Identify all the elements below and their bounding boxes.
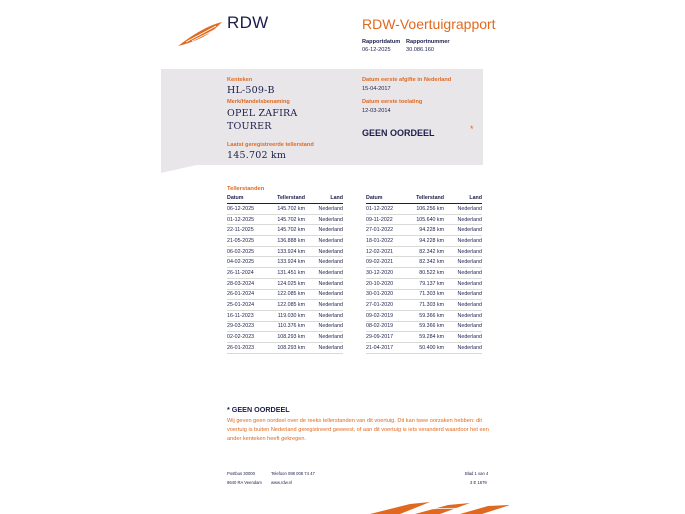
cell-date: 09-02-2019 xyxy=(366,310,414,321)
cell-odometer: 145.702 km xyxy=(275,204,305,215)
table-row xyxy=(366,289,482,300)
cell-country: Nederland xyxy=(444,257,482,268)
cell-country: Nederland xyxy=(444,246,482,257)
table-row xyxy=(227,321,343,332)
plate-label: Kenteken xyxy=(227,77,253,83)
first-admission-label: Datum eerste toelating xyxy=(362,99,423,105)
verdict-star: * xyxy=(470,124,474,134)
cell-odometer: 122.085 km xyxy=(275,300,305,311)
cell-odometer: 106.256 km xyxy=(414,204,444,215)
cell-odometer: 59.366 km xyxy=(414,321,444,332)
column-header-odometer: Tellerstand xyxy=(275,194,305,204)
column-header-odometer: Tellerstand xyxy=(414,194,444,204)
cell-odometer: 133.924 km xyxy=(275,257,305,268)
table-row xyxy=(366,236,482,247)
report-number: 30.086.160 xyxy=(406,47,434,53)
cell-date: 01-12-2025 xyxy=(227,214,275,225)
table-row xyxy=(227,246,343,257)
readings-table-left xyxy=(227,194,343,354)
cell-date: 06-12-2025 xyxy=(227,204,275,215)
cell-odometer: 122.085 km xyxy=(275,289,305,300)
cell-country: Nederland xyxy=(305,225,343,236)
odometer-label: Laatst geregistreerde tellerstand xyxy=(227,142,314,148)
cell-date: 21-04-2017 xyxy=(366,342,414,353)
footer-website[interactable]: www.rdw.nl xyxy=(271,480,292,485)
cell-odometer: 136.888 km xyxy=(275,236,305,247)
cell-country: Nederland xyxy=(444,278,482,289)
cell-odometer: 131.451 km xyxy=(275,268,305,279)
report-date: 06-12-2025 xyxy=(362,47,391,53)
plate-value: HL-509-B xyxy=(227,85,275,96)
cell-odometer: 82.342 km xyxy=(414,257,444,268)
cell-odometer: 145.702 km xyxy=(275,214,305,225)
cell-odometer: 50.400 km xyxy=(414,342,444,353)
cell-country: Nederland xyxy=(305,310,343,321)
cell-odometer: 119.030 km xyxy=(275,310,305,321)
cell-date: 01-12-2022 xyxy=(366,204,414,215)
cell-odometer: 124.025 km xyxy=(275,278,305,289)
table-header-row xyxy=(227,194,343,204)
table-row xyxy=(227,268,343,279)
table-row xyxy=(366,246,482,257)
cell-date: 26-01-2023 xyxy=(227,342,275,353)
table-row xyxy=(227,214,343,225)
table-row xyxy=(366,310,482,321)
table-row xyxy=(227,332,343,343)
table-row xyxy=(366,225,482,236)
make-value-line2: TOURER xyxy=(227,121,272,132)
table-row xyxy=(366,278,482,289)
cell-odometer: 108.293 km xyxy=(275,332,305,343)
footer-code: 3 E 1679 xyxy=(470,480,487,485)
cell-date: 26-11-2024 xyxy=(227,268,275,279)
cell-country: Nederland xyxy=(305,289,343,300)
table-header-row xyxy=(366,194,482,204)
cell-country: Nederland xyxy=(444,321,482,332)
readings-table-right xyxy=(366,194,482,354)
cell-country: Nederland xyxy=(444,342,482,353)
cell-date: 06-02-2025 xyxy=(227,246,275,257)
rdw-logo-icon xyxy=(176,20,224,48)
cell-odometer: 82.342 km xyxy=(414,246,444,257)
cell-country: Nederland xyxy=(305,268,343,279)
cell-odometer: 71.303 km xyxy=(414,300,444,311)
cell-country: Nederland xyxy=(444,300,482,311)
table-row xyxy=(366,214,482,225)
cell-country: Nederland xyxy=(305,300,343,311)
footer-phone: Telefoon 088 008 74 47 xyxy=(271,471,315,476)
cell-odometer: 133.924 km xyxy=(275,246,305,257)
report-date-label: Rapportdatum xyxy=(362,39,401,45)
cell-odometer: 71.303 km xyxy=(414,289,444,300)
vehicle-info-panel xyxy=(161,69,483,165)
cell-date: 02-02-2023 xyxy=(227,332,275,343)
table-row xyxy=(227,204,343,215)
cell-odometer: 108.293 km xyxy=(275,342,305,353)
decorative-stripe-icon xyxy=(370,500,520,514)
cell-date: 21-05-2025 xyxy=(227,236,275,247)
cell-date: 30-12-2020 xyxy=(366,268,414,279)
table-row xyxy=(227,342,343,353)
cell-country: Nederland xyxy=(305,246,343,257)
cell-country: Nederland xyxy=(444,236,482,247)
cell-odometer: 80.522 km xyxy=(414,268,444,279)
cell-country: Nederland xyxy=(444,225,482,236)
table-row xyxy=(227,225,343,236)
cell-odometer: 59.366 km xyxy=(414,310,444,321)
cell-odometer: 79.137 km xyxy=(414,278,444,289)
cell-country: Nederland xyxy=(305,332,343,343)
brand-name: RDW xyxy=(227,13,269,32)
cell-country: Nederland xyxy=(305,278,343,289)
cell-odometer: 110.376 km xyxy=(275,321,305,332)
first-admission-value: 12-03-2014 xyxy=(362,108,391,114)
note-body: Wij geven geen oordeel over de reeks tellerstanden van dit voertuig. Dit kan twee oorzaken hebben: dit voertuig is buiten Nederland geregistreerd geweest, of aan dit voertuig is iets veranderd waardoor het een ander kenteken heeft gekregen. xyxy=(227,418,489,442)
table-row xyxy=(366,204,482,215)
odometer-value: 145.702 km xyxy=(227,150,287,161)
first-nl-value: 15-04-2017 xyxy=(362,86,391,92)
cell-country: Nederland xyxy=(305,342,343,353)
readings-right-body xyxy=(366,204,482,354)
table-row xyxy=(227,236,343,247)
cell-odometer: 94.228 km xyxy=(414,225,444,236)
cell-country: Nederland xyxy=(305,204,343,215)
cell-country: Nederland xyxy=(305,257,343,268)
cell-date: 29-03-2023 xyxy=(227,321,275,332)
cell-odometer: 145.702 km xyxy=(275,225,305,236)
footer-page-number: Blad 1 van 4 xyxy=(465,471,489,476)
table-row xyxy=(366,321,482,332)
cell-date: 09-11-2022 xyxy=(366,214,414,225)
cell-date: 12-02-2021 xyxy=(366,246,414,257)
cell-date: 28-03-2024 xyxy=(227,278,275,289)
column-header-date: Datum xyxy=(366,194,414,204)
table-row xyxy=(227,300,343,311)
cell-date: 16-11-2023 xyxy=(227,310,275,321)
table-row xyxy=(366,300,482,311)
cell-country: Nederland xyxy=(444,268,482,279)
footer-address-1: Postbus 30000 xyxy=(227,471,255,476)
cell-country: Nederland xyxy=(444,310,482,321)
cell-date: 18-01-2022 xyxy=(366,236,414,247)
note-title: * GEEN OORDEEL xyxy=(227,405,290,414)
cell-date: 08-02-2019 xyxy=(366,321,414,332)
make-value-line1: OPEL ZAFIRA xyxy=(227,108,298,119)
cell-date: 22-11-2025 xyxy=(227,225,275,236)
footer-address-2: 9640 RA Veendam xyxy=(227,480,262,485)
table-row xyxy=(227,278,343,289)
report-title: RDW-Voertuigrapport xyxy=(362,16,496,32)
cell-date: 27-01-2022 xyxy=(366,225,414,236)
cell-country: Nederland xyxy=(444,214,482,225)
panel-notch xyxy=(161,164,201,173)
cell-odometer: 59.284 km xyxy=(414,332,444,343)
first-nl-label: Datum eerste afgifte in Nederland xyxy=(362,77,452,83)
cell-date: 25-01-2024 xyxy=(227,300,275,311)
cell-date: 26-01-2024 xyxy=(227,289,275,300)
cell-country: Nederland xyxy=(444,332,482,343)
verdict-text: GEEN OORDEEL xyxy=(362,128,435,138)
table-row xyxy=(366,257,482,268)
cell-date: 29-09-2017 xyxy=(366,332,414,343)
cell-country: Nederland xyxy=(444,289,482,300)
cell-country: Nederland xyxy=(305,321,343,332)
cell-date: 20-10-2020 xyxy=(366,278,414,289)
cell-date: 04-02-2025 xyxy=(227,257,275,268)
cell-odometer: 94.228 km xyxy=(414,236,444,247)
cell-date: 30-01-2020 xyxy=(366,289,414,300)
column-header-country: Land xyxy=(444,194,482,204)
readings-left-body xyxy=(227,204,343,354)
cell-date: 27-01-2020 xyxy=(366,300,414,311)
table-row xyxy=(227,310,343,321)
cell-country: Nederland xyxy=(305,236,343,247)
table-row xyxy=(366,268,482,279)
table-row xyxy=(227,257,343,268)
table-row xyxy=(227,289,343,300)
readings-heading: Tellerstanden xyxy=(227,186,265,192)
column-header-country: Land xyxy=(305,194,343,204)
cell-country: Nederland xyxy=(305,214,343,225)
cell-country: Nederland xyxy=(444,204,482,215)
report-number-label: Rapportnummer xyxy=(406,39,450,45)
cell-date: 09-02-2021 xyxy=(366,257,414,268)
table-row xyxy=(366,342,482,353)
table-row xyxy=(366,332,482,343)
column-header-date: Datum xyxy=(227,194,275,204)
cell-odometer: 105.640 km xyxy=(414,214,444,225)
make-label: Merk/Handelsbenaming xyxy=(227,99,290,105)
